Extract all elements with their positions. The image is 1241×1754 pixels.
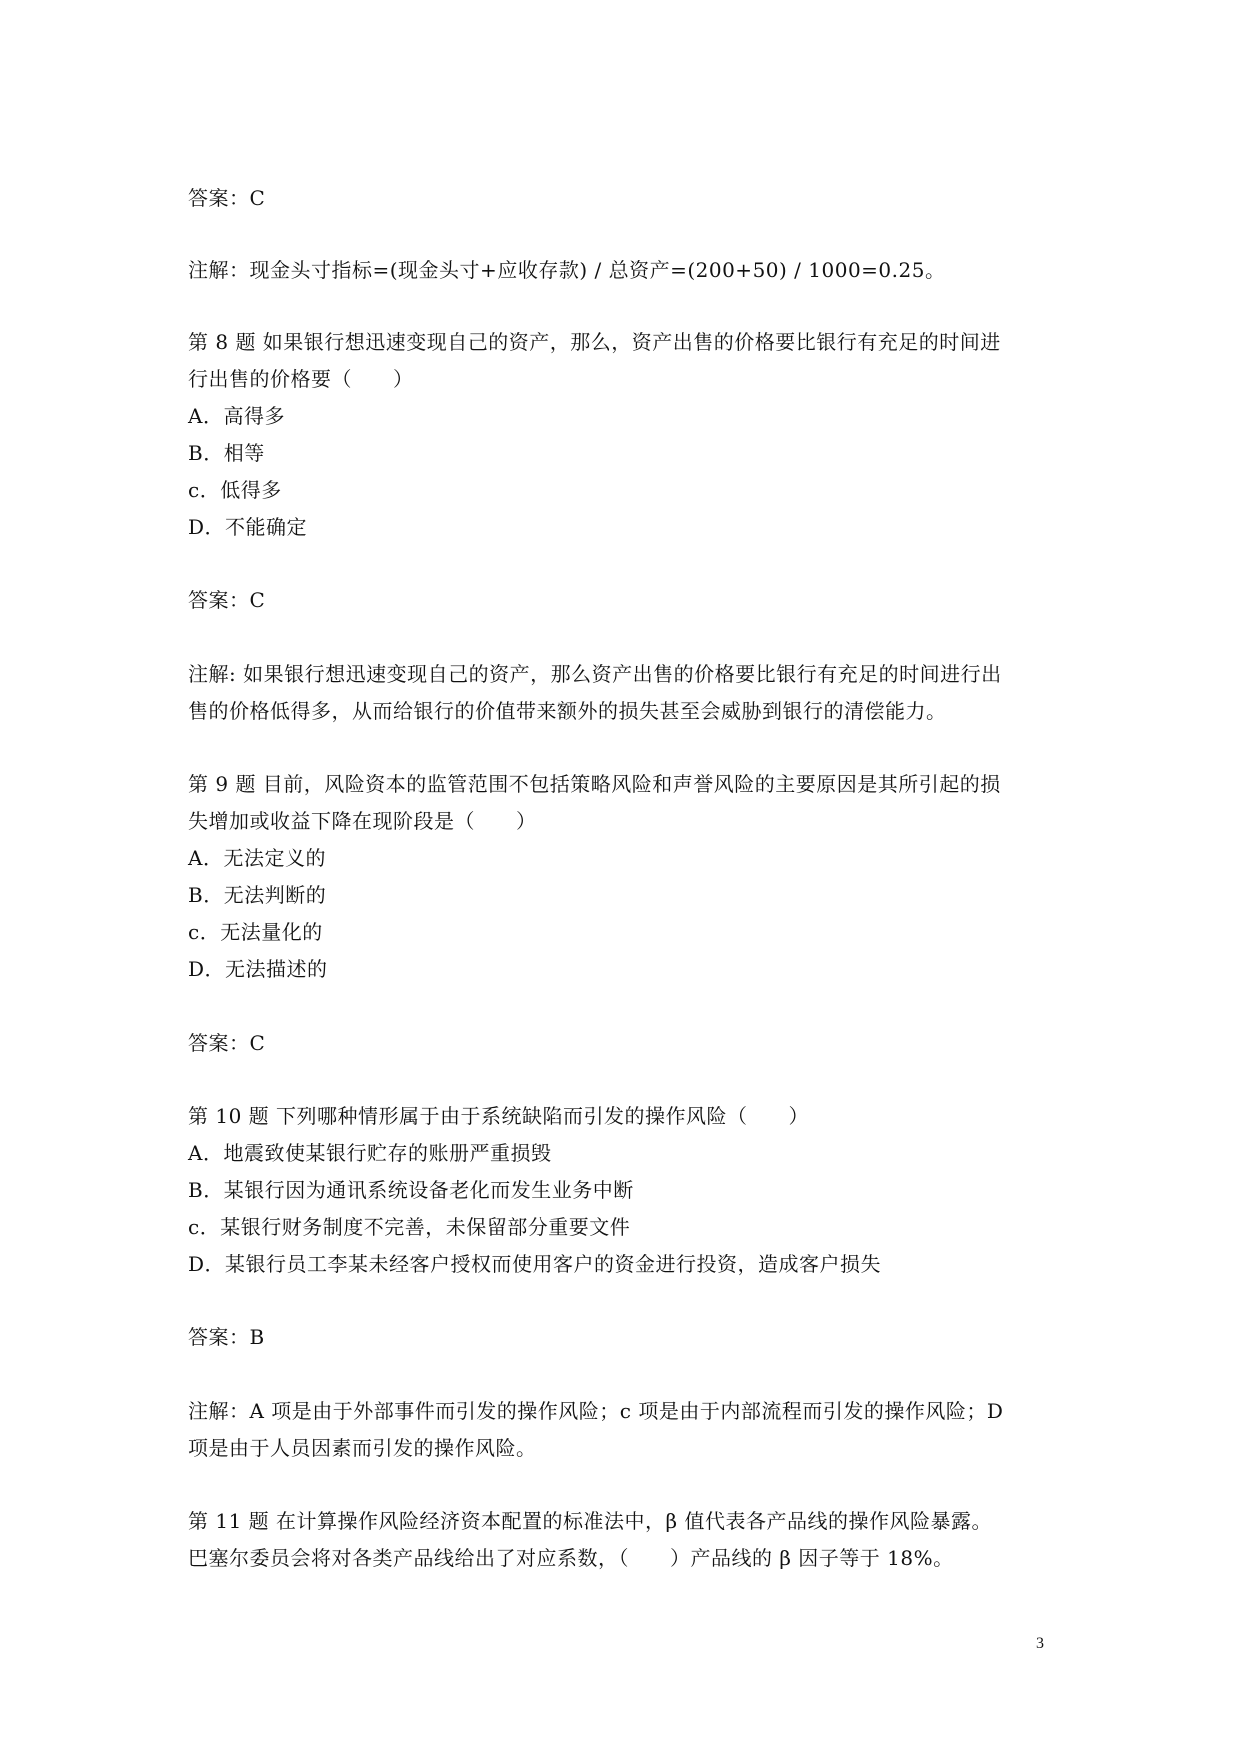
- question-10-option-c: c．某银行财务制度不完善，未保留部分重要文件: [188, 1215, 631, 1239]
- question-9-line-1: 第 9 题 目前，风险资本的监管范围不包括策略风险和声誉风险的主要原因是其所引起的损: [188, 772, 1001, 796]
- question-10-line-1: 第 10 题 下列哪种情形属于由于系统缺陷而引发的操作风险（ ）: [188, 1104, 810, 1128]
- question-8-line-1: 第 8 题 如果银行想迅速变现自己的资产，那么，资产出售的价格要比银行有充足的时间进: [188, 330, 1001, 354]
- note-q10-line-2: 项是由于人员因素而引发的操作风险。: [188, 1436, 537, 1460]
- note-q7: 注解：现金头寸指标=(现金头寸+应收存款) / 总资产=(200+50) / 1000=0.25。: [188, 258, 946, 282]
- question-8-line-2: 行出售的价格要（ ）: [188, 367, 414, 391]
- note-q8-line-1: 注解: 如果银行想迅速变现自己的资产，那么资产出售的价格要比银行有充足的时间进行出: [188, 662, 1002, 686]
- question-10-option-d: D．某银行员工李某未经客户授权而使用客户的资金进行投资，造成客户损失: [188, 1252, 882, 1276]
- question-9-option-a: A．无法定义的: [188, 846, 326, 870]
- answer-q10: 答案：B: [188, 1325, 265, 1349]
- question-10-option-b: B．某银行因为通讯系统设备老化而发生业务中断: [188, 1178, 634, 1202]
- note-q8-line-2: 售的价格低得多，从而给银行的价值带来额外的损失甚至会威胁到银行的清偿能力。: [188, 699, 947, 723]
- answer-q8: 答案：C: [188, 588, 266, 612]
- question-8-option-a: A．高得多: [188, 404, 285, 428]
- question-9-line-2: 失增加或收益下降在现阶段是（ ）: [188, 809, 537, 833]
- question-9-option-b: B．无法判断的: [188, 883, 327, 907]
- question-9-option-d: D．无法描述的: [188, 957, 328, 981]
- question-11-line-2: 巴塞尔委员会将对各类产品线给出了对应系数，（ ）产品线的 β 因子等于 18%。: [188, 1546, 954, 1570]
- question-9-option-c: c．无法量化的: [188, 920, 323, 944]
- question-8-option-c: c．低得多: [188, 478, 282, 502]
- question-8-option-d: D．不能确定: [188, 515, 308, 539]
- page-number: 3: [1036, 1635, 1044, 1652]
- question-10-option-a: A．地震致使某银行贮存的账册严重损毁: [188, 1141, 552, 1165]
- question-11-line-1: 第 11 题 在计算操作风险经济资本配置的标准法中，β 值代表各产品线的操作风险暴露。: [188, 1509, 992, 1533]
- note-q10-line-1: 注解：A 项是由于外部事件而引发的操作风险；c 项是由于内部流程而引发的操作风险；D: [188, 1399, 1004, 1423]
- answer-q7: 答案：C: [188, 186, 266, 210]
- question-8-option-b: B．相等: [188, 441, 265, 465]
- answer-q9: 答案：C: [188, 1031, 266, 1055]
